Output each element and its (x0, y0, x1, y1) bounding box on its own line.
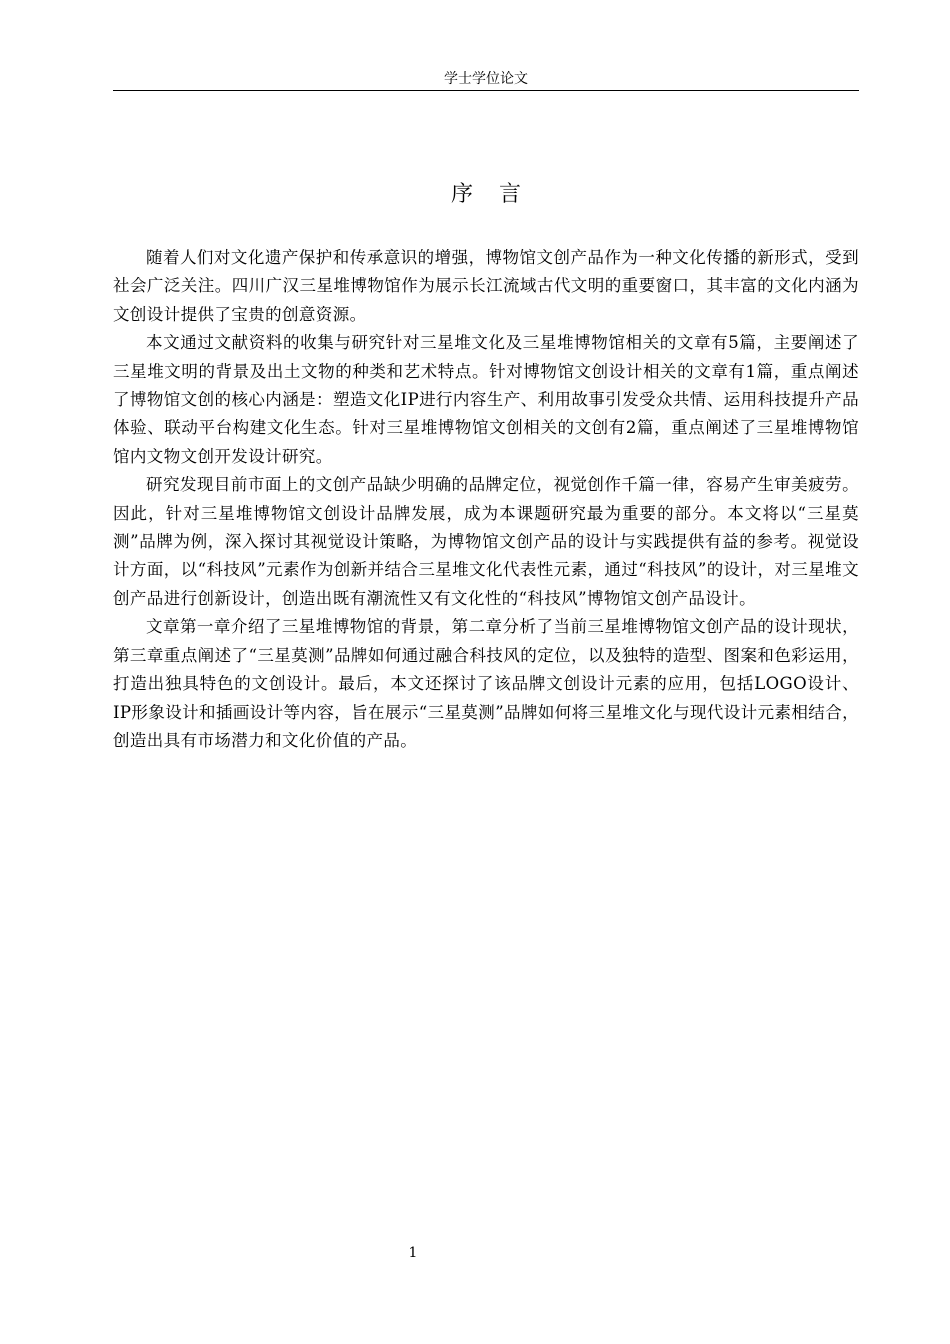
paragraph-4: 文章第一章介绍了三星堆博物馆的背景，第二章分析了当前三星堆博物馆文创产品的设计现状，第三章重点阐述了“三星莫测”品牌如何通过融合科技风的定位，以及独特的造型、图案和色彩运用，打造出独具特色的文创设计。最后，本文还探讨了该品牌文创设计元素的应用，包括LOGO设计、IP形象设计和插画设计等内容，旨在展示“三星莫测”品牌如何将三星堆文化与现代设计元素相结合，创造出具有市场潜力和文化价值的产品。 (113, 617, 859, 750)
running-header: 学士学位论文 (113, 70, 859, 91)
section-title: 序言 (450, 182, 547, 207)
body-text (113, 244, 859, 755)
paragraph-2: 本文通过文献资料的收集与研究针对三星堆文化及三星堆博物馆相关的文章有5篇，主要阐述了三星堆文明的背景及出土文物的种类和艺术特点。针对博物馆文创设计相关的文章有1篇，重点阐述了博物馆文创的核心内涵是：塑造文化IP进行内容生产、利用故事引发受众共情、运用科技提升产品体验、联动平台构建文化生态。针对三星堆博物馆文创相关的文创有2篇，重点阐述了三星堆博物馆馆内文物文创开发设计研究。 (113, 333, 859, 466)
paragraph-1: 随着人们对文化遗产保护和传承意识的增强，博物馆文创产品作为一种文化传播的新形式，受到社会广泛关注。四川广汉三星堆博物馆作为展示长江流域古代文明的重要窗口，其丰富的文化内涵为文创设计提供了宝贵的创意资源。 (113, 248, 859, 324)
paragraph-3: 研究发现目前市面上的文创产品缺少明确的品牌定位，视觉创作千篇一律，容易产生审美疲劳。因此，针对三星堆博物馆文创设计品牌发展，成为本课题研究最为重要的部分。本文将以“三星莫测”品牌为例，深入探讨其视觉设计策略，为博物馆文创产品的设计与实践提供有益的参考。视觉设计方面，以“科技风”元素作为创新并结合三星堆文化代表性元素，通过“科技风”的设计，对三星堆文创产品进行创新设计，创造出既有潮流性又有文化性的“科技风”博物馆文创产品设计。 (113, 475, 859, 608)
page-number: 1 (408, 1245, 418, 1261)
